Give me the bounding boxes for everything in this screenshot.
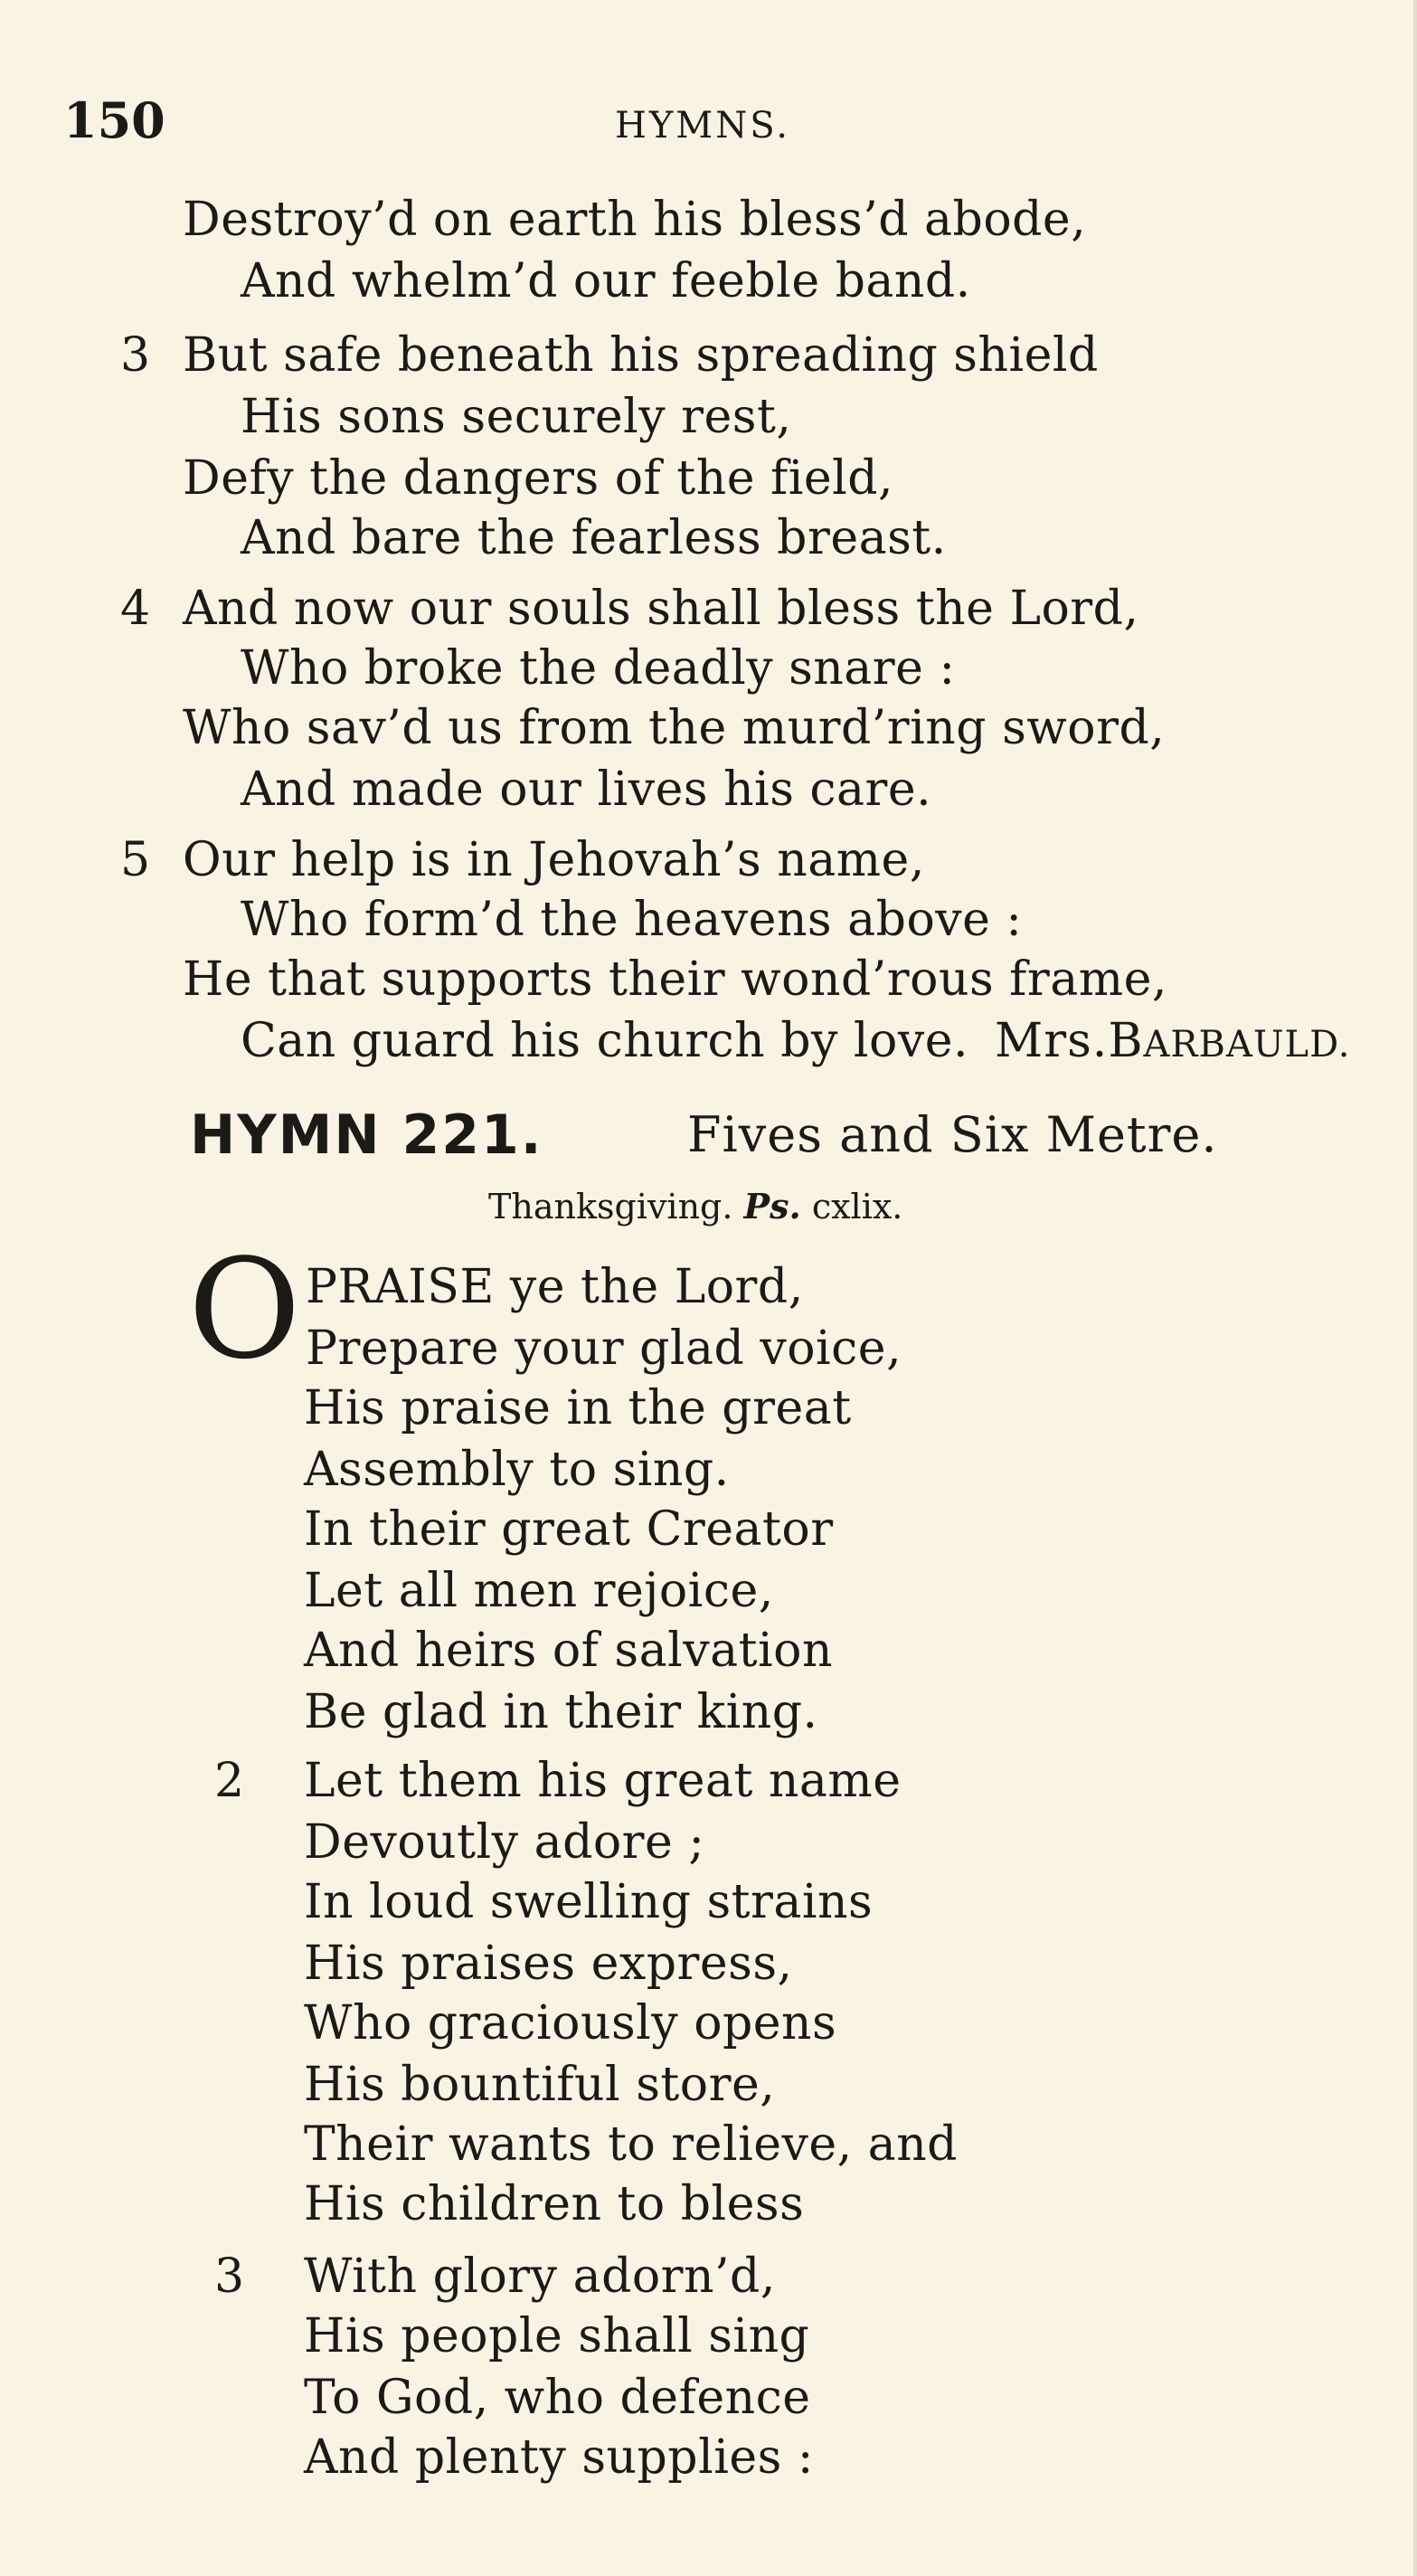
author-attribution xyxy=(995,1011,1350,1075)
verse-line: His praises express, xyxy=(304,1937,793,1991)
verse-line: In their great Creator xyxy=(304,1502,834,1557)
verse-line: Devoutly adore ; xyxy=(304,1815,705,1870)
verse-line: Who form’d the heavens above : xyxy=(241,893,1023,947)
author-rest: ARBAULD. xyxy=(1143,1024,1351,1065)
verse-line: Who broke the deadly snare : xyxy=(241,641,956,696)
subtitle-text: Thanksgiving. xyxy=(488,1187,733,1226)
verse-line: But safe beneath his spreading shield xyxy=(183,328,1099,383)
verse-line: Destroy’d on earth his bless’d abode, xyxy=(183,193,1087,247)
verse-line: His bountiful store, xyxy=(304,2058,776,2112)
verse-line: Our help is in Jehovah’s name, xyxy=(183,833,925,887)
verse-line: PRAISE ye the Lord, xyxy=(306,1260,804,1314)
stanza-number: 3 xyxy=(214,2249,245,2304)
verse-line: And heirs of salvation xyxy=(304,1624,833,1678)
verse-line-text: Can guard his church by love. xyxy=(241,1014,969,1068)
author-prefix: Mrs. xyxy=(995,1014,1109,1068)
hymn-number: HYMN 221. xyxy=(190,1103,543,1167)
drop-cap: O xyxy=(188,1229,301,1389)
verse-line: And plenty supplies : xyxy=(304,2430,814,2485)
author-initial: B xyxy=(1108,1014,1144,1068)
verse-line: And made our lives his care. xyxy=(241,762,932,817)
stanza-number: 3 xyxy=(120,328,151,383)
verse-line: With glory adorn’d, xyxy=(304,2249,776,2304)
subtitle-ref-number: cxlix. xyxy=(811,1187,903,1226)
verse-line: And bare the fearless breast. xyxy=(241,511,947,565)
verse-line: In loud swelling strains xyxy=(304,1875,874,1929)
hymn-meter: Fives and Six Metre. xyxy=(687,1106,1218,1163)
verse-line: He that supports their wond’rous frame, xyxy=(183,952,1167,1007)
verse-line: Prepare your glad voice, xyxy=(306,1321,902,1376)
verse-line: And now our souls shall bless the Lord, xyxy=(183,582,1139,636)
verse-line: Be glad in their king. xyxy=(304,1685,818,1739)
verse-line: His sons securely rest, xyxy=(241,390,792,444)
page-edge xyxy=(1413,0,1417,2576)
page-number: 150 xyxy=(63,91,165,149)
verse-line: To God, who defence xyxy=(304,2371,811,2425)
stanza-number: 4 xyxy=(120,582,151,636)
stanza-number: 5 xyxy=(120,833,151,887)
verse-line: His praise in the great xyxy=(304,1381,852,1435)
verse-line: And whelm’d our feeble band. xyxy=(241,254,971,308)
verse-line: Let them his great name xyxy=(304,1754,902,1808)
verse-line: Who sav’d us from the murd’ring sword, xyxy=(183,701,1166,755)
running-title: HYMNS. xyxy=(615,105,790,147)
verse-line: Their wants to relieve, and xyxy=(304,2117,958,2172)
verse-line: Assembly to sing. xyxy=(304,1443,730,1497)
verse-line: Defy the dangers of the field, xyxy=(183,451,894,506)
verse-line: Let all men rejoice, xyxy=(304,1564,774,1618)
hymn-subtitle xyxy=(488,1181,902,1232)
verse-line xyxy=(241,1011,968,1071)
verse-line: His children to bless xyxy=(304,2177,805,2231)
stanza-number: 2 xyxy=(214,1754,245,1808)
subtitle-ref: Ps. xyxy=(743,1186,801,1226)
verse-line: His people shall sing xyxy=(304,2309,810,2363)
verse-line: Who graciously opens xyxy=(304,1996,837,2050)
